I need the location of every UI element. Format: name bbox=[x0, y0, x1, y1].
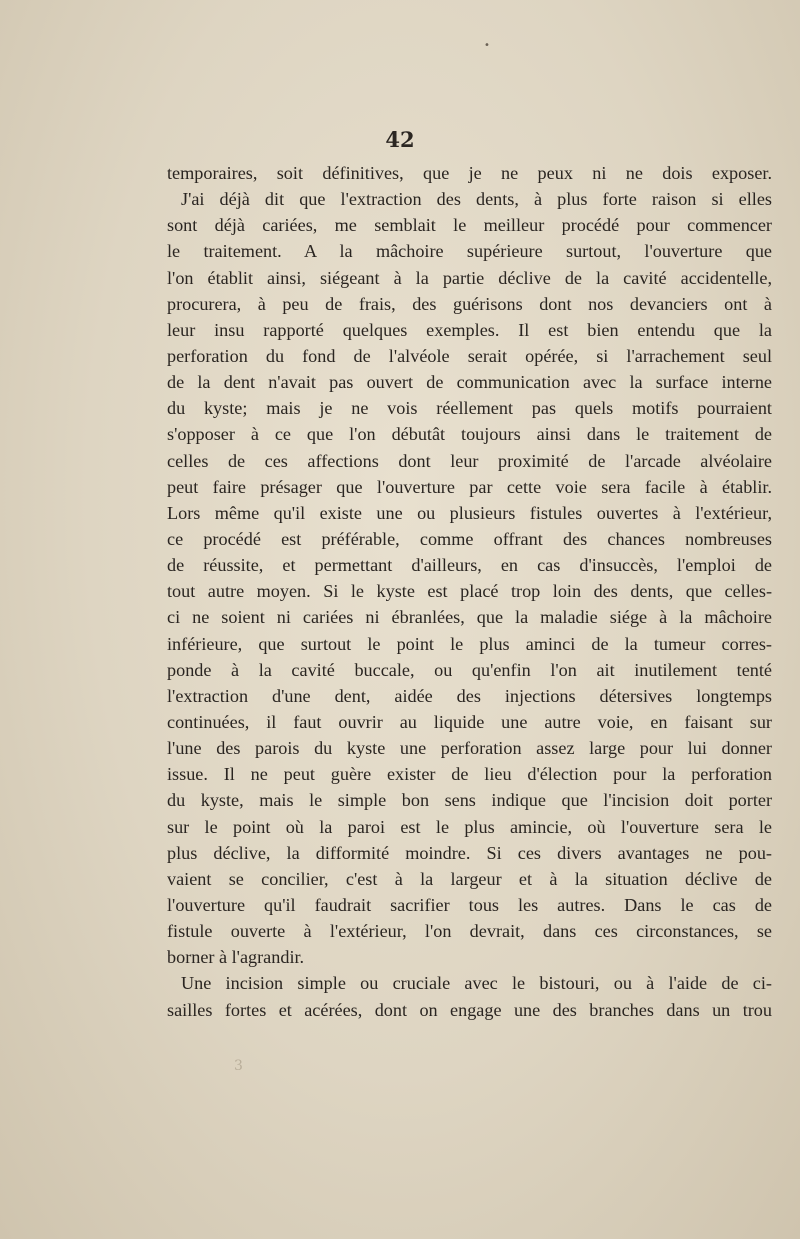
text-line: leur insu rapporté quelques exemples. Il est bien entendu que la bbox=[167, 319, 772, 340]
text-line: peut faire présager que l'ouverture par cette voie sera facile à établir. bbox=[167, 476, 772, 497]
text-line: ce procédé est préférable, comme offrant des chances nombreuses bbox=[167, 528, 772, 549]
text-line: continuées, il faut ouvrir au liquide une autre voie, en faisant sur bbox=[167, 711, 772, 732]
top-mark: • bbox=[484, 40, 490, 51]
text-line: temporaires, soit définitives, que je ne peux ni ne dois exposer. bbox=[167, 163, 772, 183]
text-line: l'ouverture qu'il faudrait sacrifier tous les autres. Dans le cas de bbox=[167, 894, 772, 915]
text-line: tout autre moyen. Si le kyste est placé trop loin des dents, que celles- bbox=[167, 581, 772, 602]
text-line: borner à l'agrandir. bbox=[167, 947, 305, 968]
text-line: ponde à la cavité buccale, ou qu'enfin l'on ait inutilement tenté bbox=[167, 659, 772, 680]
text-line: sont déjà cariées, me semblait le meilleur procédé pour commencer bbox=[167, 215, 772, 236]
text-line: de réussite, et permettant d'ailleurs, en cas d'insuccès, l'emploi de bbox=[167, 555, 772, 576]
text-line: plus déclive, la difformité moindre. Si ces divers avantages ne pou- bbox=[167, 842, 772, 863]
text-line: s'opposer à ce que l'on débutât toujours ainsi dans le traitement de bbox=[167, 424, 772, 445]
text-line: inférieure, que surtout le point le plus aminci de la tumeur corres- bbox=[167, 633, 772, 654]
text-line: le traitement. A la mâchoire supérieure surtout, l'ouverture que bbox=[167, 241, 772, 262]
signature-mark: 3 bbox=[234, 1058, 243, 1074]
text-line: Lors même qu'il existe une ou plusieurs fistules ouvertes à l'extérieur, bbox=[167, 502, 772, 523]
text-line: sur le point où la paroi est le plus amincie, où l'ouverture sera le bbox=[167, 816, 772, 837]
text-line: l'une des parois du kyste une perforation assez large pour lui donner bbox=[167, 738, 772, 759]
body-text bbox=[167, 160, 772, 1023]
text-line: de la dent n'avait pas ouvert de communication avec la surface interne bbox=[167, 372, 772, 393]
text-line: ci ne soient ni cariées ni ébranlées, que la maladie siége à la mâchoire bbox=[167, 607, 772, 628]
text-line: celles de ces affections dont leur proximité de l'arcade alvéolaire bbox=[167, 450, 772, 471]
text-line: l'on établit ainsi, siégeant à la partie déclive de la cavité accidentelle, bbox=[167, 267, 772, 288]
text-line: fistule ouverte à l'extérieur, l'on devrait, dans ces circonstances, se bbox=[167, 921, 772, 942]
text-line: du kyste; mais je ne vois réellement pas quels motifs pourraient bbox=[167, 398, 772, 419]
text-line: perforation du fond de l'alvéole serait opérée, si l'arrachement seul bbox=[167, 345, 772, 366]
text-line: l'extraction d'une dent, aidée des injections détersives longtemps bbox=[167, 685, 772, 706]
text-line: vaient se concilier, c'est à la largeur et à la situation déclive de bbox=[167, 868, 772, 889]
text-line: issue. Il ne peut guère exister de lieu d'élection pour la perforation bbox=[167, 764, 772, 785]
page-number: 42 bbox=[385, 127, 415, 152]
text-line: procurera, à peu de frais, des guérisons dont nos devanciers ont à bbox=[167, 293, 772, 314]
text-line: sailles fortes et acérées, dont on engage une des branches dans un trou bbox=[167, 999, 772, 1020]
text-line: Une incision simple ou cruciale avec le bistouri, ou à l'aide de ci- bbox=[181, 973, 772, 994]
text-line: J'ai déjà dit que l'extraction des dents, à plus forte raison si elles bbox=[181, 189, 772, 210]
text-line: du kyste, mais le simple bon sens indique que l'incision doit porter bbox=[167, 790, 772, 811]
